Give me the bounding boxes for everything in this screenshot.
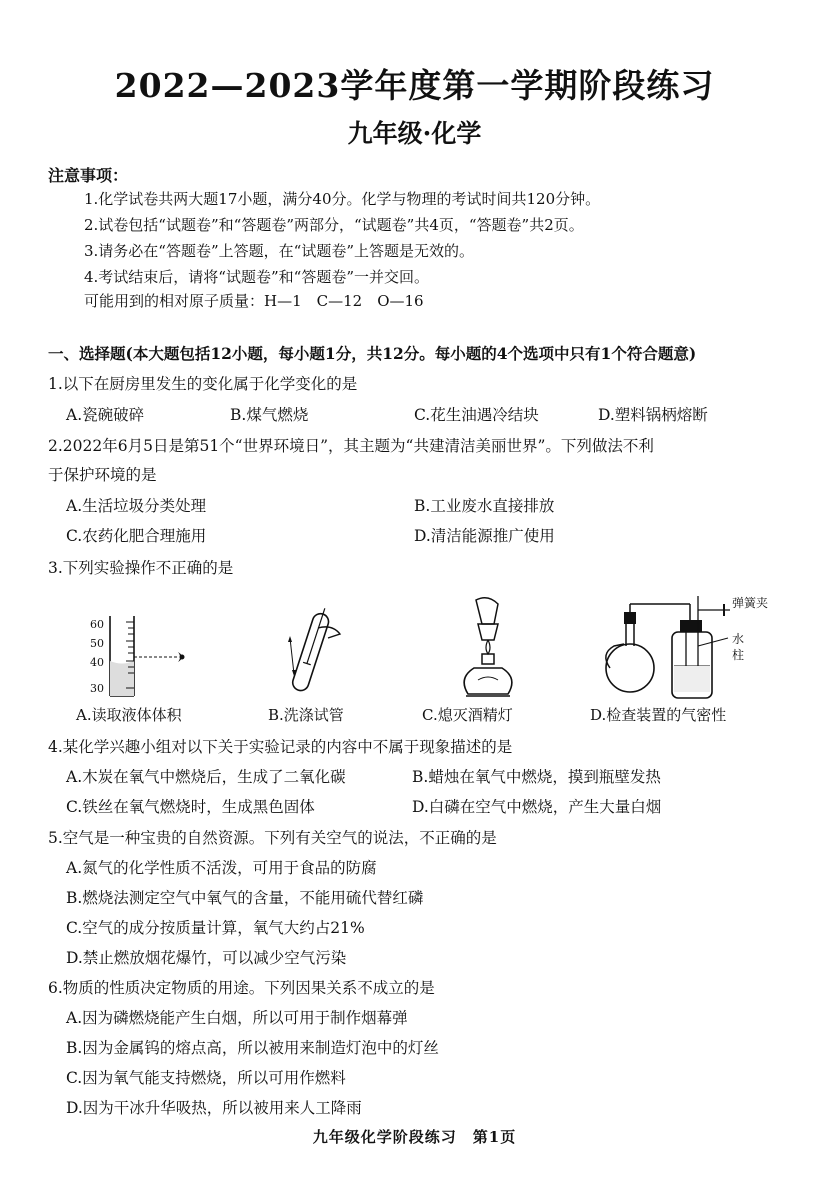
notice-list bbox=[84, 186, 804, 290]
question-3-stem: 3.下列实验操作不正确的是 bbox=[48, 559, 234, 577]
exam-subtitle: 九年级·化学 bbox=[347, 119, 482, 148]
figure-b-label: B.洗涤试管 bbox=[268, 706, 344, 724]
figure-a-label: A.读取液体体积 bbox=[76, 706, 182, 724]
cyl-mark-60: 60 bbox=[90, 618, 104, 631]
q1-option-c: C.花生油遇冷结块 bbox=[414, 406, 539, 424]
q4-option-d: D.白磷在空气中燃烧，产生大量白烟 bbox=[412, 798, 662, 816]
q2-option-a: A.生活垃圾分类处理 bbox=[66, 497, 207, 515]
notice-item: 4.考试结束后，请将“试题卷”和“答题卷”一并交回。 bbox=[84, 268, 429, 286]
q6-option-b: B.因为金属钨的熔点高，所以被用来制造灯泡中的灯丝 bbox=[66, 1039, 439, 1057]
q6-option-a: A.因为磷燃烧能产生白烟，所以可用于制作烟幕弹 bbox=[66, 1009, 408, 1027]
q4-option-a: A.木炭在氧气中燃烧后，生成了二氧化碳 bbox=[66, 768, 346, 786]
page-footer: 九年级化学阶段练习 第1页 bbox=[312, 1128, 517, 1146]
q6-option-d: D.因为干冰升华吸热，所以被用来人工降雨 bbox=[66, 1099, 362, 1117]
q4-option-c: C.铁丝在氧气燃烧时，生成黑色固体 bbox=[66, 798, 315, 816]
q1-option-a: A.瓷碗破碎 bbox=[66, 406, 145, 424]
q5-option-d: D.禁止燃放烟花爆竹，可以减少空气污染 bbox=[66, 949, 347, 967]
q1-option-b: B.煤气燃烧 bbox=[230, 406, 309, 424]
cyl-mark-50: 50 bbox=[90, 637, 104, 650]
graduated-cylinder-figure bbox=[90, 614, 200, 700]
q4-option-b: B.蜡烛在氧气中燃烧，摸到瓶壁发热 bbox=[412, 768, 661, 786]
figure-c-label: C.熄灭酒精灯 bbox=[422, 706, 513, 724]
notice-item: 3.请务必在“答题卷”上答题，在“试题卷”上答题是无效的。 bbox=[84, 242, 474, 260]
section-heading: 一、选择题(本大题包括12小题，每小题1分，共12分。每小题的4个选项中只有1个符合题意) bbox=[48, 344, 697, 363]
question-1-stem: 1.以下在厨房里发生的变化属于化学变化的是 bbox=[48, 375, 358, 393]
hand-icon bbox=[318, 627, 340, 638]
cyl-mark-30: 30 bbox=[90, 682, 104, 695]
question-4-stem: 4.某化学兴趣小组对以下关于实验记录的内容中不属于现象描述的是 bbox=[48, 738, 513, 756]
alcohol-lamp-figure bbox=[448, 594, 528, 702]
notice-heading: 注意事项： bbox=[48, 166, 129, 185]
question-5-stem: 5.空气是一种宝贵的自然资源。下列有关空气的说法，不正确的是 bbox=[48, 829, 497, 847]
hand-icon bbox=[476, 598, 498, 624]
flame-icon bbox=[486, 640, 490, 654]
exam-title: 2022—2023学年度第一学期阶段练习 bbox=[114, 66, 715, 105]
test-tube-washing-figure bbox=[280, 604, 350, 700]
atomic-masses: 可能用到的相对原子质量：H—1 C—12 O—16 bbox=[84, 292, 424, 310]
q3-figures bbox=[60, 594, 780, 724]
notice-item: 1.化学试卷共两大题17小题，满分40分。化学与物理的考试时间共120分钟。 bbox=[84, 190, 601, 208]
question-2-stem-line1: 2.2022年6月5日是第51个“世界环境日”，其主题为“共建清洁美丽世界”。下列做法不利 bbox=[48, 437, 654, 455]
cyl-mark-40: 40 bbox=[90, 656, 104, 669]
figure-d-label: D.检查装置的气密性 bbox=[590, 706, 727, 724]
question-2-stem-line2: 于保护环境的是 bbox=[48, 466, 157, 484]
q5-option-c: C.空气的成分按质量计算，氧气大约占21% bbox=[66, 919, 365, 937]
q5-option-a: A.氮气的化学性质不活泼，可用于食品的防腐 bbox=[66, 859, 377, 877]
spring-clip-label: 弹簧夹 bbox=[732, 596, 769, 610]
q1-option-d: D.塑料锅柄熔断 bbox=[598, 406, 708, 424]
q2-option-b: B.工业废水直接排放 bbox=[414, 497, 555, 515]
water-column-label-1: 水 bbox=[732, 632, 745, 646]
q5-option-b: B.燃烧法测定空气中氧气的含量，不能用硫代替红磷 bbox=[66, 889, 424, 907]
notice-item: 2.试卷包括“试题卷”和“答题卷”两部分，“试题卷”共4页，“答题卷”共2页。 bbox=[84, 216, 584, 234]
water-column-label-2: 柱 bbox=[732, 648, 745, 662]
q2-option-c: C.农药化肥合理施用 bbox=[66, 527, 207, 545]
q6-option-c: C.因为氧气能支持燃烧，所以可用作燃料 bbox=[66, 1069, 346, 1087]
q2-option-d: D.清洁能源推广使用 bbox=[414, 527, 555, 545]
question-6-stem: 6.物质的性质决定物质的用途。下列因果关系不成立的是 bbox=[48, 979, 435, 997]
